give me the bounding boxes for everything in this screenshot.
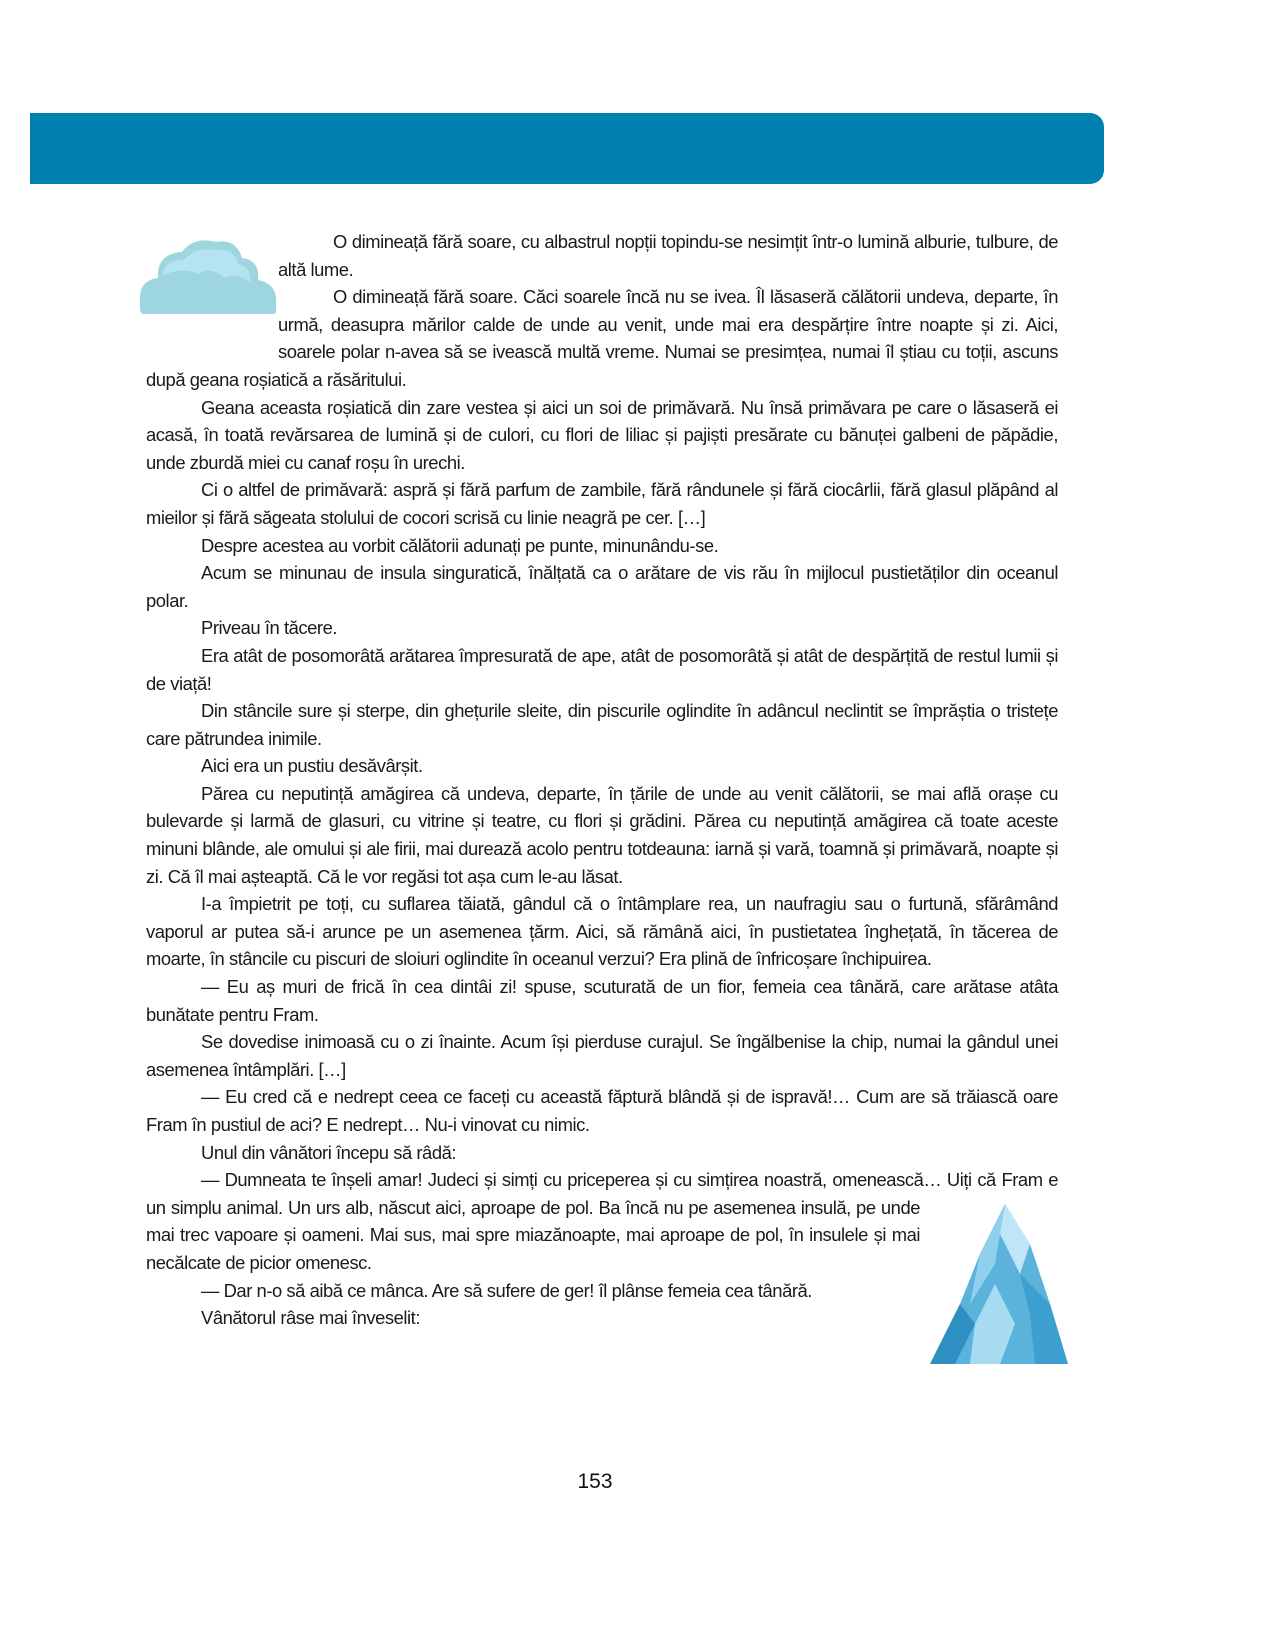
paragraph: Părea cu neputință amăgirea că undeva, departe, în țările de unde au venit călătorii, se mai află orașe cu bulevarde și larmă de glasuri, cu vitrine și teatre, cu flori și grădini. Părea cu neputință amăgirea că toate aceste minuni blânde, ale omului și ale firii, mai durează acolo pentru totdeauna: iarnă și vară, toamnă și primăvară, noapte și zi. Că îl mai așteaptă. Că le vor regăsi tot așa cum le-au lăsat.: [146, 782, 1058, 887]
paragraph: — Dumneata te înșeli amar! Judeci și simți cu priceperea și cu simțirea noastră, omenească… Uiți că Fram e un simplu animal. Un urs alb, născut aici, aproape de pol. Ba încă nu pe asemenea insulă, pe unde mai trec vapoare și oameni. Mai sus, mai spre miazănoapte, mai aproape de pol, în insulele și mai necălcate de picior omenesc.: [146, 1169, 1058, 1273]
paragraph: Unul din vânători începu să râdă:: [201, 1141, 457, 1163]
paragraph: Se dovedise inimoasă cu o zi înainte. Acum își pierduse curajul. Se îngălbenise la chip, numai la gândul unei asemenea întâmplări. […]: [146, 1031, 1058, 1080]
paragraph: O dimineață fără soare, cu albastrul nopții topindu-se nesimțit într-o lumină alburie, tulbure, de altă lume.: [278, 231, 1058, 280]
paragraph: — Eu cred că e nedrept ceea ce faceți cu această făptură blândă și de ispravă!… Cum are să trăiască oare Fram în pustiul de aci? E nedrept… Nu-i vinovat cu nimic.: [146, 1086, 1058, 1135]
paragraph: Despre acestea au vorbit călătorii adunați pe punte, minunându-se.: [201, 534, 719, 556]
paragraph: — Eu aș muri de frică în cea dintâi zi! spuse, scuturată de un fior, femeia cea tânără, care arătase atâta bunătate pentru Fram.: [146, 976, 1058, 1025]
paragraph: Geana aceasta roșiatică din zare vestea și aici un soi de primăvară. Nu însă primăvara pe care o lăsaseră ei acasă, în toată revărsarea de lumină și de culori, cu flori de liliac și pajiști presărate cu bănuței galbeni de păpădie, unde zburdă miei cu canaf roșu în urechi.: [146, 396, 1058, 473]
paragraph: Era atât de posomorâtă arătarea împresurată de ape, atât de posomorâtă și atât de despărțită de restul lumii și de viață!: [146, 644, 1058, 694]
paragraph: Aici era un pustiu desăvârșit.: [201, 755, 423, 777]
paragraph: — Dar n-o să aibă ce mânca. Are să sufere de ger! îl plânse femeia cea tânără.: [201, 1279, 812, 1301]
paragraph: Ci o altfel de primăvară: aspră și fără parfum de zambile, fără rândunele și fără ciocârlii, fără glasul plăpând al mieilor și fără săgeata stolului de cocori scrisă cu linie neagră pe cer. […]: [146, 479, 1058, 528]
paragraph: Priveau în tăcere.: [201, 617, 338, 639]
paragraph: Din stâncile sure și sterpe, din ghețurile sleite, din piscurile oglindite în adâncul neclintit se împrăștia o tristețe care pătrundea inimile.: [146, 700, 1058, 749]
paragraph: O dimineață fără soare. Căci soarele încă nu se ivea. Îl lăsaseră călătorii undeva, departe, în urmă, deasupra mărilor calde de unde au venit, unde mai era despărțire între noapte și zi. Aici, soarele polar n-avea să se ivească multă vreme. Numai se presimțea, numai îl știau cu toții, ascuns după geana roșiatică a răsăritului.: [146, 286, 1058, 390]
paragraph: Vânătorul râse mai înveselit:: [201, 1307, 420, 1329]
paragraph: Acum se minunau de insula singuratică, înălțată ca o arătare de vis rău în mijlocul pustietăților din oceanul polar.: [146, 562, 1058, 611]
iceberg-illustration: [920, 1194, 1070, 1374]
page-number: 153: [577, 1470, 613, 1493]
cloud-illustration: [136, 228, 278, 340]
story-text: [146, 228, 1058, 1374]
paragraph: I-a împietrit pe toți, cu suflarea tăiată, gândul că o întâmplare rea, un naufragiu sau o furtună, sfărâmând vaporul ar putea să-i arunce pe un asemenea țărm. Aici, să rămână aici, în pustietatea înghețată, în tăcerea de moarte, în stâncile cu piscuri de sloiuri oglindite în oceanul verzui? Era plină de înfricoșare închipuirea.: [146, 893, 1058, 970]
header-banner: [30, 113, 1104, 184]
